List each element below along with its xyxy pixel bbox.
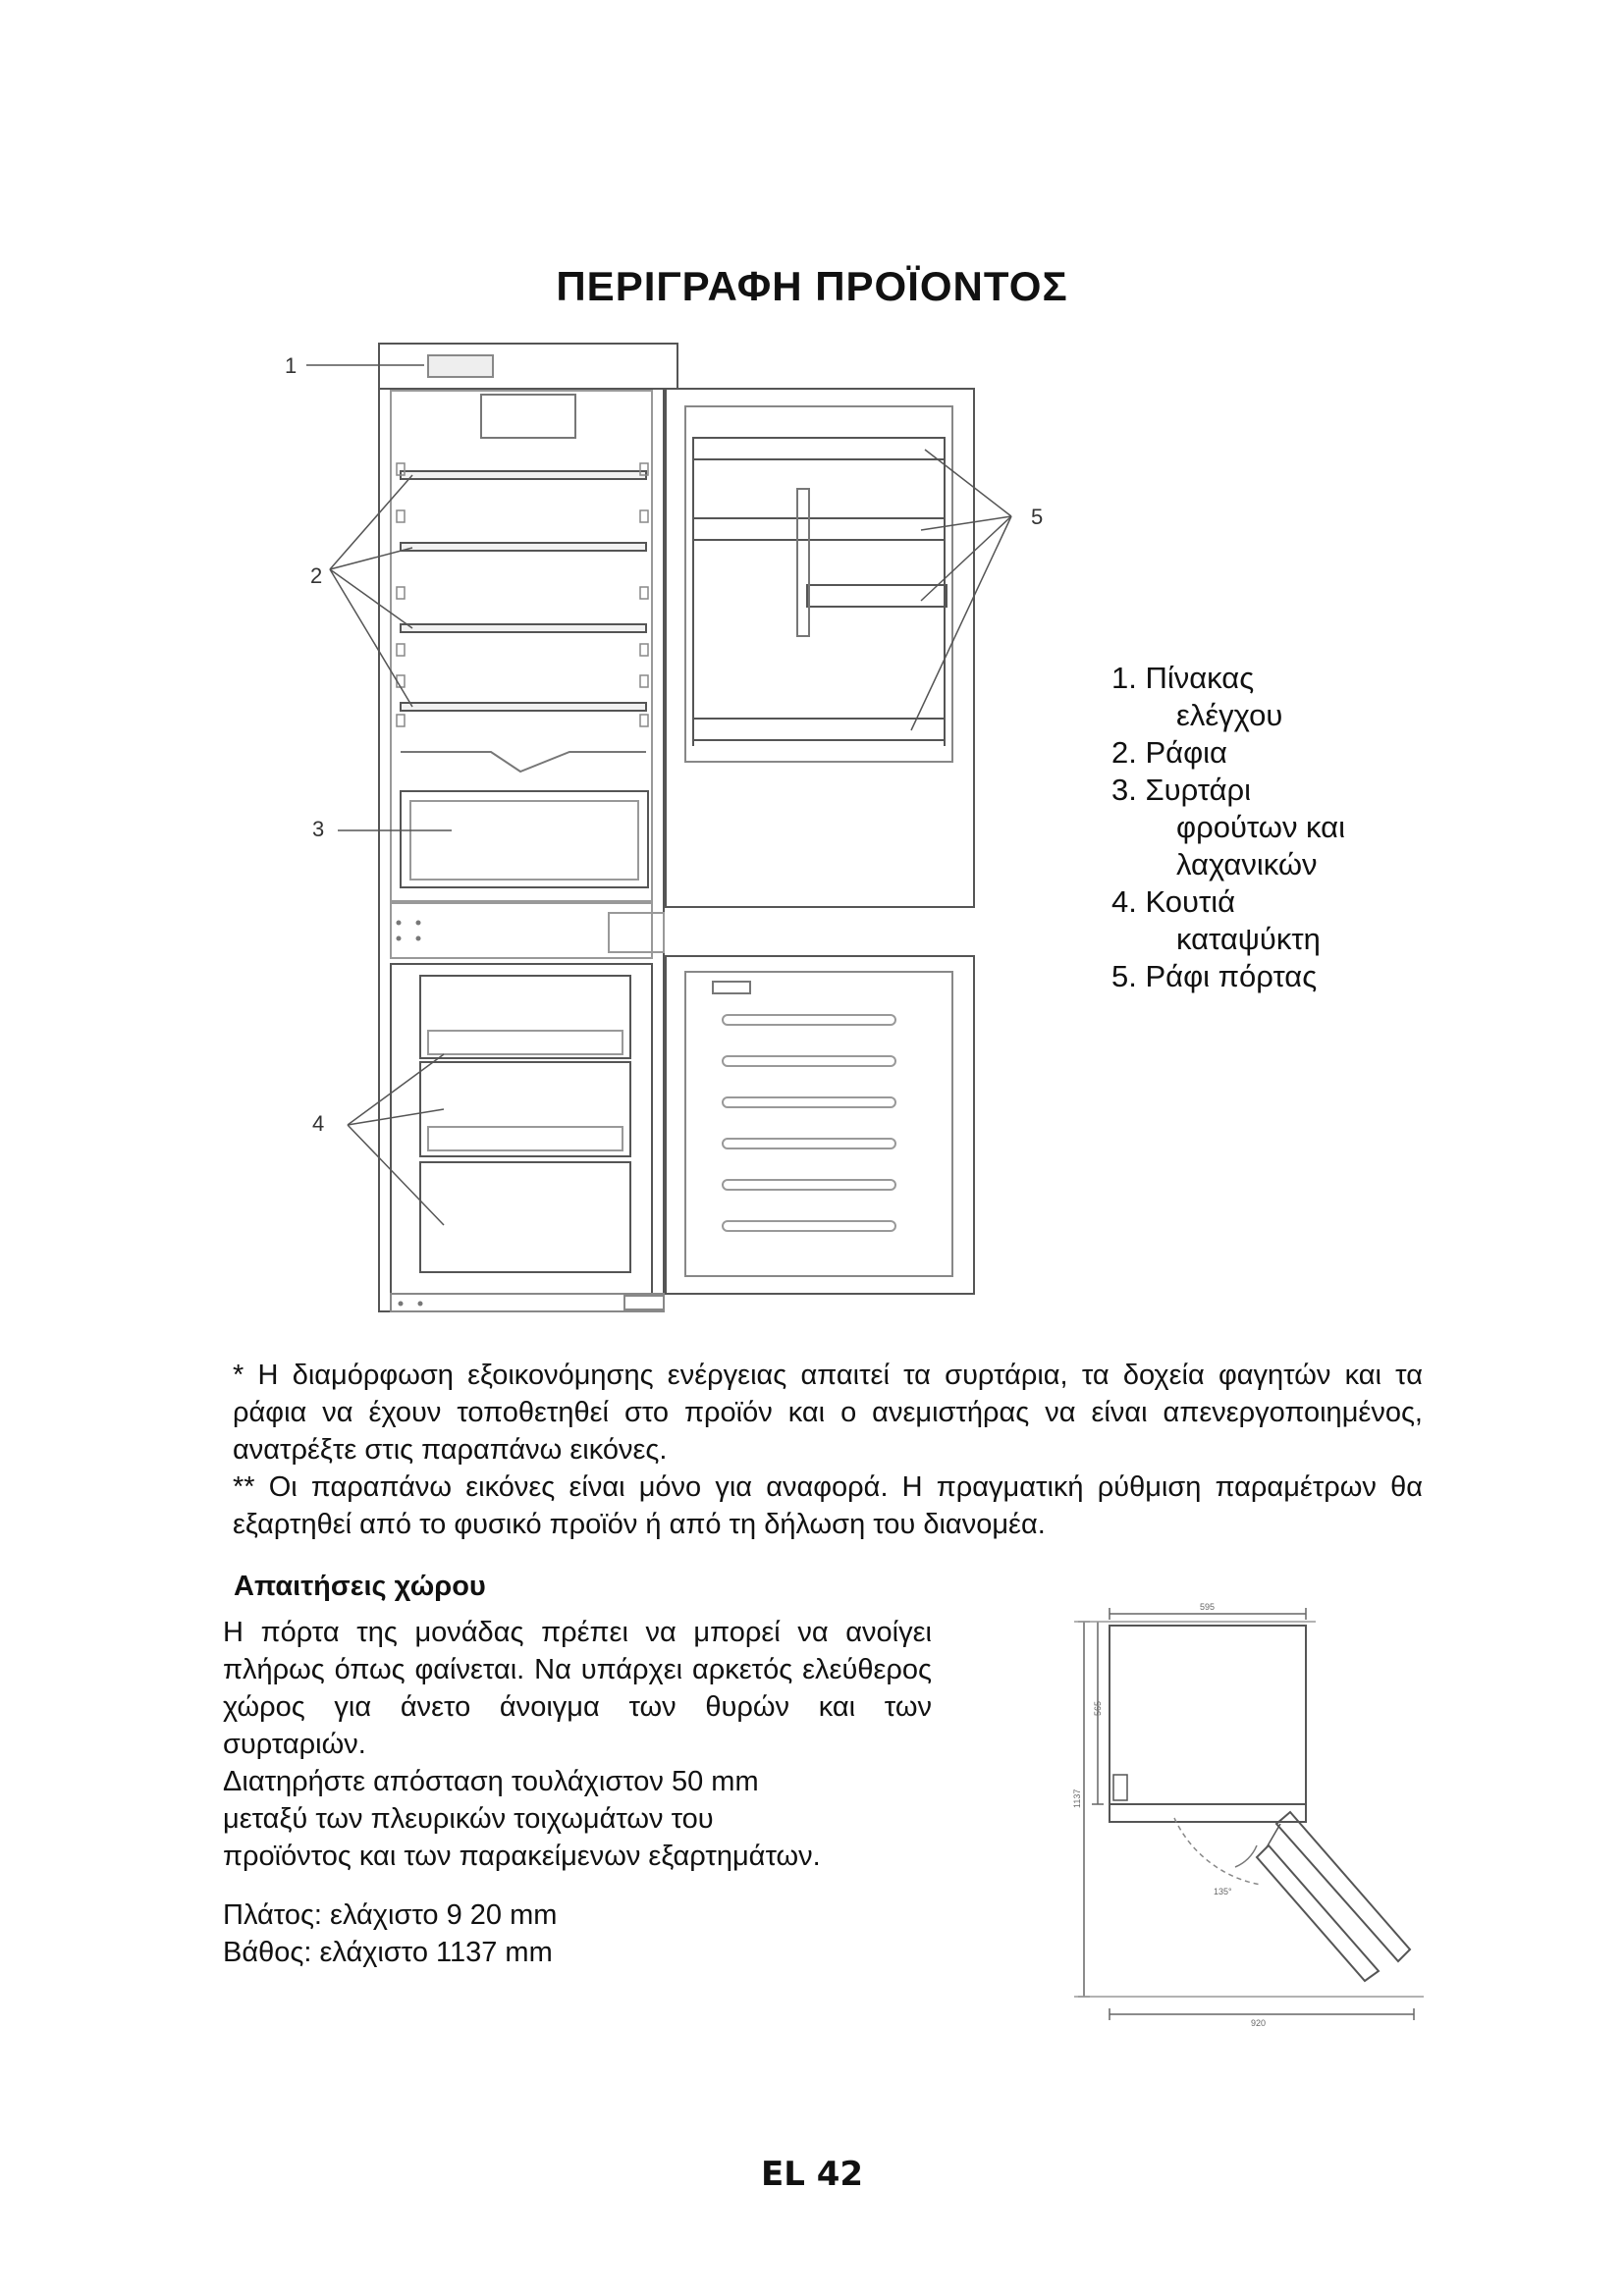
- space-distance-line: μεταξύ των πλευρικών τοιχωμάτων του: [223, 1803, 714, 1835]
- legend-item-2: 2. Ράφια: [1111, 735, 1227, 770]
- min-width: Πλάτος: ελάχιστο 9 20 mm: [223, 1899, 558, 1931]
- note-reference: ** Οι παραπάνω εικόνες είναι μόνο για αναφορά. Η πραγματική ρύθμιση παραμέτρων θα εξαρτηθεί από το φυσικό προϊόν ή από τη δήλωση του διανομέα.: [233, 1471, 1423, 1540]
- note-energy: * Η διαμόρφωση εξοικονόμησης ενέργειας απαιτεί τα συρτάρια, τα δοχεία φαγητών και τα ράφια να έχουν τοποθετηθεί στο προϊόν και ο ανεμιστήρας να είναι απενεργοποιημένος, ανατρέξτε στις παραπάνω εικόνες.: [233, 1360, 1423, 1466]
- plan-side-dimension-upper: 565: [1093, 1700, 1103, 1716]
- legend-item-1: 1. Πίνακας ελέγχου: [1111, 661, 1283, 732]
- callout-2: 2: [310, 563, 323, 588]
- space-distance-line: Διατηρήστε απόσταση τουλάχιστον 50 mm: [223, 1766, 759, 1797]
- callout-3: 3: [312, 817, 325, 841]
- legend-item-5: 5. Ράφι πόρτας: [1111, 959, 1318, 993]
- space-paragraph: Η πόρτα της μονάδας πρέπει να μπορεί να ανοίγει πλήρως όπως φαίνεται. Να υπάρχει αρκετός ελεύθερος χώρος για άνετο άνοιγμα των θυρών και των συρταριών.: [223, 1617, 932, 1760]
- plan-angle: 135°: [1214, 1887, 1232, 1896]
- cabinet-plan: [1110, 1626, 1306, 1804]
- plan-top-dimension: 595: [1200, 1602, 1216, 1612]
- page-title: ΠΕΡΙΓΡΑΦΗ ΠΡΟΪΟΝΤΟΣ: [556, 263, 1068, 309]
- plan-bottom-dimension: 920: [1251, 2018, 1267, 2028]
- space-requirements-heading: Απαιτήσεις χώρου: [234, 1571, 486, 1602]
- space-distance-line: προϊόντος και των παρακείμενων εξαρτημάτων.: [223, 1841, 821, 1872]
- legend-item-4: 4. Κουτιά καταψύκτη: [1111, 884, 1321, 956]
- callout-5: 5: [1031, 505, 1044, 529]
- plan-side-dimension-total: 1137: [1072, 1789, 1082, 1808]
- callout-4: 4: [312, 1111, 325, 1136]
- page-number: EL 42: [760, 2155, 864, 2194]
- legend-item-3: 3. Συρτάρι φρούτων και λαχανικών: [1111, 773, 1345, 881]
- min-depth: Βάθος: ελάχιστο 1137 mm: [223, 1937, 553, 1968]
- callout-1: 1: [285, 353, 298, 378]
